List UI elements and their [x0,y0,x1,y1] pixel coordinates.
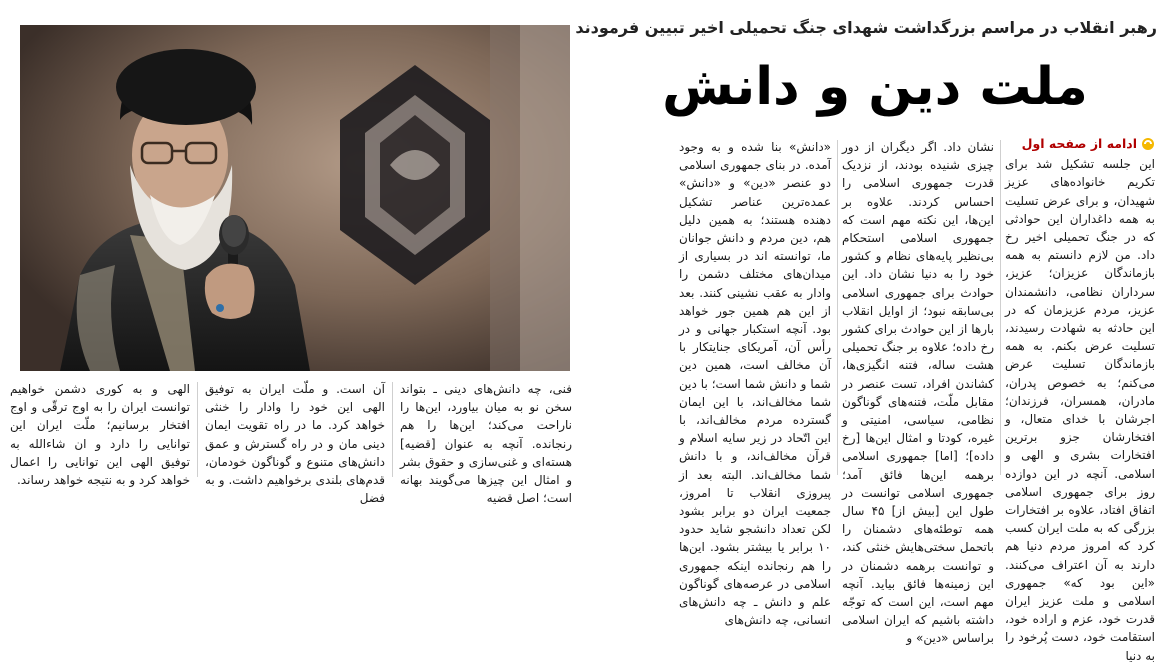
column-divider [837,140,838,475]
continuation-icon [1141,137,1155,151]
article-column-6 [10,380,190,488]
article-column-1 [1005,135,1155,663]
column-text: این جلسه تشکیل شد برای تکریم خانواده‌های عزیز شهیدان، و برای عرض تسلیت به همه داغداران این حوادثی که در جنگ تحمیلی اخیر رخ داد. من لازم دانستم به همه بازماندگان عزیزان؛ عزیز، سرداران نظامی، دانشمندان عزیز، مردم عزیزمان که در این حادثه به شهادت رسیدند، تسلیت عرض بکنم. به همه بازماندگان تسلیت عرض می‌کنم؛ به خصوص پدران، مادران، همسران، فرزندان؛ اجرشان با خدای متعال، و افتخارشان جزو برترین افتخارات بشری و الهی و اسلامی. آنچه در این دوازده روز برای جمهوری اسلامی اتفاق افتاد، علاوه بر افتخارات بزرگی که به ملت ایران کسب کرد که امروز مردم دنیا هم دارند به آن اعتراف می‌کنند. «این بود که» جمهوری اسلامی و ملت عزیز ایران قدرت خود، عزم و اراده خود، استقامت خود، دست پُرخود را به دنیا [1005,157,1155,663]
article-headline: ملت دین و دانش [662,57,1088,117]
column-divider [1000,140,1001,475]
column-divider [197,382,198,477]
article-kicker: رهبر انقلاب در مراسم بزرگداشت شهدای جنگ تحمیلی اخیر تبیین فرمودند [575,18,1157,37]
article-column-4 [400,380,572,506]
speaker-hand [205,264,255,319]
article-column-2 [842,138,994,646]
article-column-5 [205,380,385,506]
column-text: نشان داد. اگر دیگران از دور چیزی شنیده بودند، از نزدیک قدرت جمهوری اسلامی را احساس کردند. علاوه بر این‌ها، این نکته مهم است که جمهوری اسلامی استحکام بی‌نظیر پایه‌های نظام و کشور خود را به دنیا نشان داد. این حوادث برای جمهوری اسلامی بی‌سابقه نبود؛ از اوایل انقلاب بارها از این حوادث برای کشور رخ داده؛ علاوه بر جنگ تحمیلی هشت ساله، فتنه انگیزی‌ها، کشاندن افراد، تست عنصر در مقابل ملّت، فتنه‌های گوناگون نظامی، سیاسی، امنیتی و غیره، کودتا و امثال این‌ها [رخ داده]؛ [اما] جمهوری اسلامی برهمه این‌ها فائق آمد؛ جمهوری اسلامی توانست در طول این [بیش از] ۴۵ سال همه توطئه‌های دشمنان را باتحمل سختی‌هایش خنثی کند، و توانست برهمه دشمنان در این زمینه‌ها فائق بیاید. آنچه مهم است، این است که توجّه داشته باشیم که ایران اسلامی براساس «دین» و [842,140,994,646]
column-text: الهی و به کوری دشمن خواهیم توانست ایران را به اوج ترقّی و اوج افتخار برسانیم؛ ملّت ایران این توانایی را دارد و ان شاءالله به توفیق الهی این توانایی را اعمال خواهد کرد و به نتیجه خواهد رساند. [10,382,190,488]
column-text: فنی، چه دانش‌های دینی ـ بتواند سخن نو به میان بیاورد، این‌ها را ناراحت می‌کند؛ این‌ها را هم رنجانده. آنچه به عنوان [قضیه] هسته‌ای و غنی‌سازی و حقوق بشر و امثال این چیزها می‌گویند بهانه است؛ اصل قضیه [400,382,572,506]
column-divider [392,382,393,477]
continuation-label [1005,135,1155,153]
continuation-text: ادامه از صفحه اول [1021,136,1137,151]
column-text: آن است. و ملّت ایران به توفیق الهی این خود را وادار را خنثی خواهد کرد. ما در راه تقویت ایمان دینی مان و در راه گسترش و عمق دانش‌های متنوع و گوناگون خودمان، قدم‌های بلندی برخواهیم داشت. و به فضل [205,382,385,506]
article-column-3 [679,138,831,628]
speaker-photo [20,25,570,371]
column-text: «دانش» بنا شده و به وجود آمده. در بنای جمهوری اسلامی دو عنصر «دین» و «دانش» عمده‌ترین عناصر تشکیل دهنده هستند؛ به همین دلیل هم، دین مردم و دانش جوانان ما، توانسته اند در بسیاری از میدان‌های مختلف دشمن را وادار به عقب نشینی کنند. بعد از این هم همین جور خواهد بود. آنچه استکبار جهانی و در رأس آن، آمریکای جنایتکار با آن مخالف است، همین دین شما و دانش شما است؛ با دین شما مخالف‌اند، با این ایمان گسترده مردم مخالف‌اند، با این اتّحاد در زیر سایه اسلام و قرآن مخالف‌اند، و با دانش شما مخالف‌اند. البته بعد از پیروزی انقلاب تا امروز، جمعیت ایران دو برابر بشود لکن تعداد دانشجو شاید حدود ۱۰ برابر یا بیشتر بشود. این‌ها را هم رنجانده اینکه جمهوری اسلامی در عرصه‌های گوناگون علم و دانش ـ چه دانش‌های انسانی، چه دانش‌های [679,140,831,628]
